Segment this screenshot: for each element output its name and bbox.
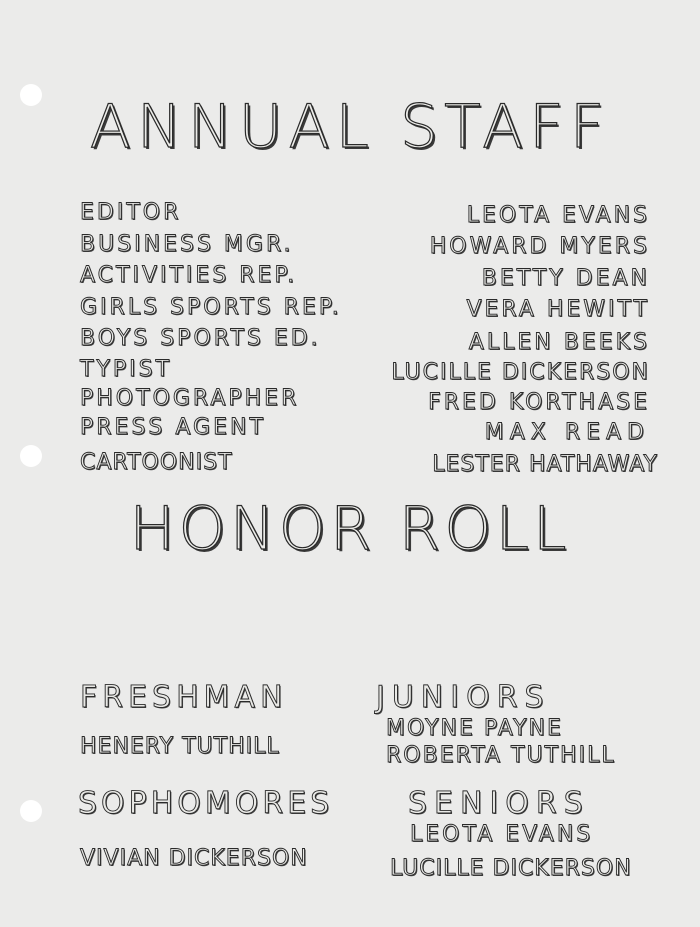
- seniors-name: LEOTA EVANS: [410, 822, 594, 847]
- binder-hole: [20, 445, 42, 467]
- sophomores-heading: SOPHOMORES: [78, 786, 334, 821]
- staff-name: LESTER HATHAWAY: [432, 452, 658, 477]
- binder-hole: [20, 800, 42, 822]
- staff-role: BOYS SPORTS ED.: [80, 326, 321, 351]
- staff-name: FRED KORTHASE: [428, 390, 650, 415]
- staff-name: ALLEN BEEKS: [468, 330, 650, 355]
- staff-name: MAX READ: [484, 420, 650, 445]
- juniors-heading: JUNIORS: [376, 680, 551, 715]
- honor-roll-title: HONOR ROLL: [129, 494, 571, 564]
- staff-name: VERA HEWITT: [466, 297, 650, 322]
- freshman-name: HENERY TUTHILL: [80, 734, 280, 759]
- staff-name: BETTY DEAN: [481, 266, 650, 291]
- staff-name: LEOTA EVANS: [466, 203, 650, 228]
- staff-role: PRESS AGENT: [80, 415, 266, 440]
- staff-role: PHOTOGRAPHER: [80, 386, 300, 411]
- freshman-heading: FRESHMAN: [80, 680, 288, 715]
- sophomores-name: VIVIAN DICKERSON: [80, 846, 308, 871]
- staff-name: LUCILLE DICKERSON: [391, 360, 650, 385]
- juniors-name: MOYNE PAYNE: [386, 716, 563, 741]
- annual-staff-title: ANNUAL STAFF: [89, 92, 611, 162]
- juniors-name: ROBERTA TUTHILL: [386, 743, 616, 768]
- staff-role: CARTOONIST: [80, 450, 233, 475]
- staff-role: EDITOR: [80, 200, 182, 225]
- staff-role: GIRLS SPORTS REP.: [80, 295, 342, 320]
- seniors-heading: SENIORS: [408, 786, 590, 821]
- staff-role: TYPIST: [80, 357, 173, 382]
- staff-role: ACTIVITIES REP.: [80, 263, 298, 288]
- staff-role: BUSINESS MGR.: [80, 232, 294, 257]
- staff-name: HOWARD MYERS: [429, 234, 650, 259]
- seniors-name: LUCILLE DICKERSON: [390, 856, 632, 881]
